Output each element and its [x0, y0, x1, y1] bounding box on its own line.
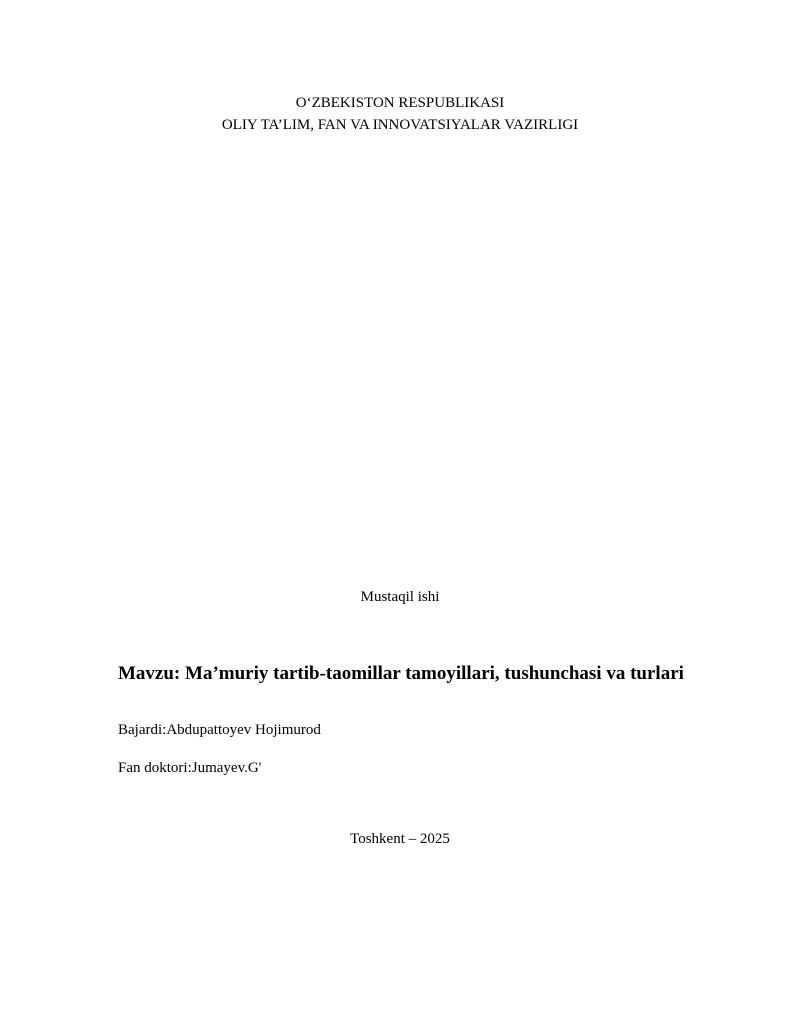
ministry-header-name: OLIY TA’LIM, FAN VA INNOVATSIYALAR VAZIRLIGI [221, 117, 579, 133]
work-type-label: Mustaqil ishi [360, 589, 440, 605]
supervisor-line: Fan doktori:Jumayev.G' [118, 760, 262, 776]
author-line: Bajardi:Abdupattoyev Hojimurod [118, 722, 321, 738]
ministry-header-country: O‘ZBEKISTON RESPUBLIKASI [295, 95, 505, 111]
topic-title: Mavzu: Ma’muriy tartib-taomillar tamoyillari, tushunchasi va turlari [118, 663, 684, 684]
place-year: Toshkent – 2025 [350, 831, 450, 847]
